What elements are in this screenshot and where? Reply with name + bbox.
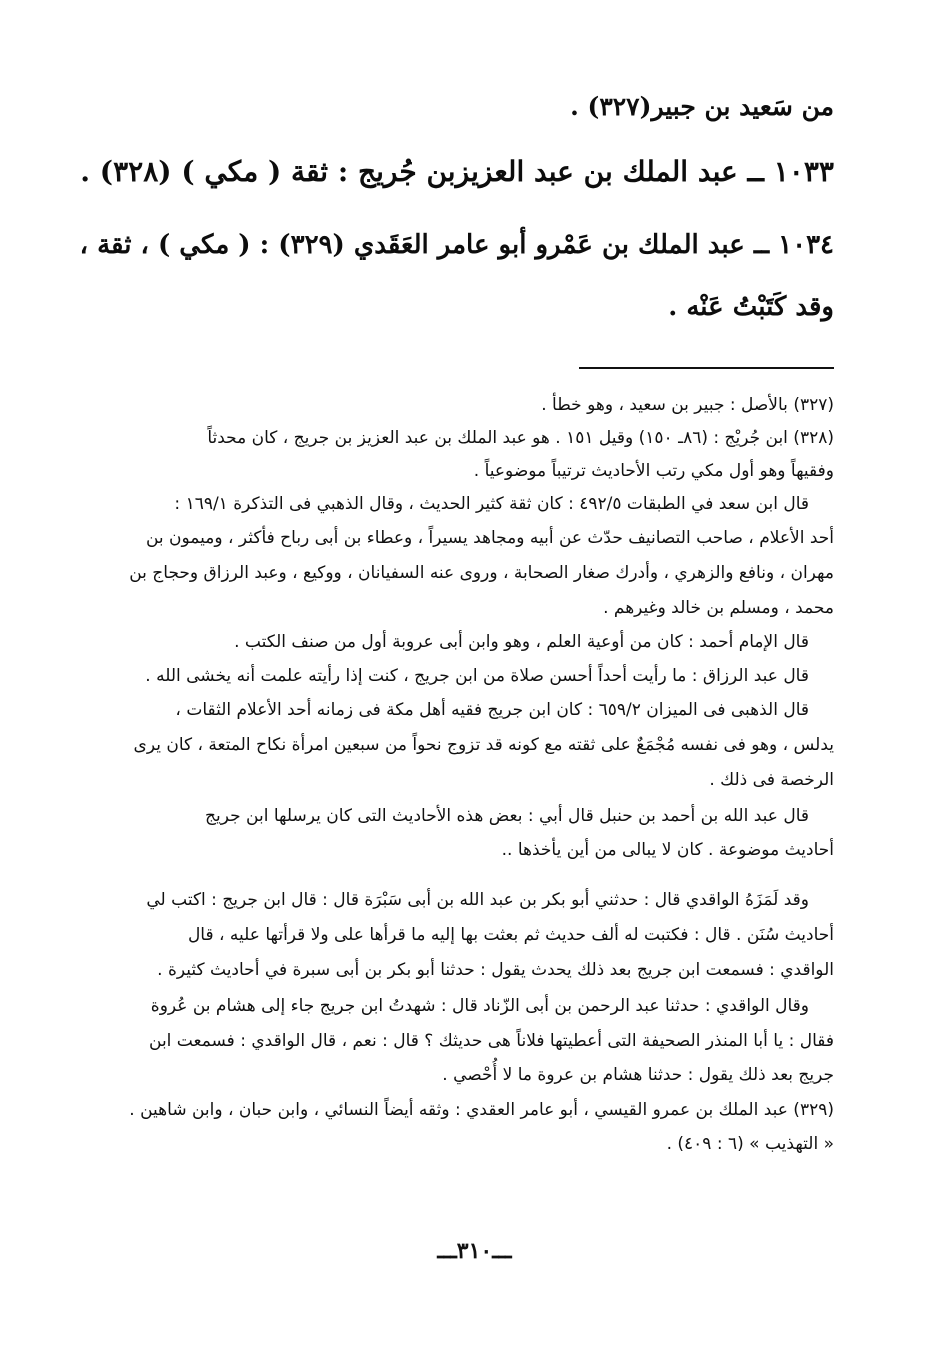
footnote-328-line: الرخصة فى ذلك .: [709, 770, 834, 790]
footnote-328-line: قال ابن سعد في الطبقات ٤٩٢/٥ : كان ثقة كثير الحديث ، وقال الذهبي فى التذكرة ١٦٩/١ :: [174, 494, 809, 514]
footnote-328-line: فقال : يا أبا المنذر الصحيفة التى أعطيتها فلاناً هى حديثك ؟ قال : نعم ، قال الواقدي : فسمعت ابن: [149, 1031, 834, 1051]
entry-1034-continuation: وقد كَتَبْتُ عَنْه .: [668, 292, 834, 322]
main-text-line-1: من سَعيد بن جبير(٣٢٧) .: [570, 92, 834, 121]
footnote-328-line: جريج بعد ذلك يقول : حدثنا هشام بن عروة ما لا أُحْصي .: [442, 1065, 834, 1085]
footnote-328-line: وقد لَمَزَهُ الواقدي قال : حدثني أبو بكر بن عبد الله بن أبى سَبْرَة قال : قال ابن جريج : اكتب لي: [146, 890, 809, 910]
entry-1033: ١٠٣٣ ــ عبد الملك بن عبد العزيزبن جُريج : ثقة ( مكي ) (٣٢٨) .: [80, 155, 834, 188]
footnote-328-line: محمد ، ومسلم بن خالد وغيرهم .: [603, 598, 834, 618]
footnote-328-line: وفقيهاً وهو أول مكي رتب الأحاديث ترتيباً موضوعياً .: [473, 461, 834, 481]
footnote-328-line: قال الإمام أحمد : كان من أوعية العلم ، وهو وابن أبى عروبة أول من صنف الكتب .: [234, 632, 809, 652]
footnote-328-line: قال الذهبى فى الميزان ٦٥٩/٢ : كان ابن جريج فقيه أهل مكة فى زمانه أحد الأعلام الثقات ،: [175, 700, 809, 720]
footnote-328-line: (٣٢٨) ابن جُريْج : (٨٦ـ ١٥٠) وقيل ١٥١ . هو عبد الملك بن عبد العزيز بن جريج ، كان محدثاً: [207, 428, 834, 448]
footnote-328-line: قال عبد الله بن أحمد بن حنبل قال أبي : بعض هذه الأحاديث التى كان يرسلها ابن جريج: [205, 806, 809, 826]
footnote-328-line: أحاديث موضوعة . كان لا يبالى من أين يأخذها ..: [501, 840, 834, 860]
entry-1034: ١٠٣٤ ــ عبد الملك بن عَمْرو أبو عامر العَقَدي (٣٢٩) : ( مكي ) ، ثقة ،: [79, 230, 834, 260]
footnote-328-line: الواقدي : فسمعت ابن جريج بعد ذلك يحدث يقول : حدثنا أبو بكر بن أبى سبرة في أحاديث كثيرة .: [157, 960, 834, 980]
footnote-328-line: مهران ، ونافع والزهري ، وأدرك صغار الصحابة ، وروى عنه السفيانان ، ووكيع ، وعبد الرزاق وحجاج بن: [129, 563, 834, 583]
footnote-329: (٣٢٩) عبد الملك بن عمرو القيسي ، أبو عامر العقدي : وثقه أيضاً النسائي ، وابن حبان ، وابن شاهين .: [129, 1100, 834, 1120]
footnote-329-reference: « التهذيب » (٦ : ٤٠٩) .: [666, 1134, 834, 1154]
footnote-328-line: وقال الواقدي : حدثنا عبد الرحمن بن أبى الزّناد قال : شهدتُ ابن جريج جاء إلى هشام بن عُروة: [150, 996, 809, 1016]
footnote-328-line: أحاديث سُنَن . قال : فكتبت له ألف حديث ثم بعثت بها إليه ما قرأها على ولا قرأتها عليه ، قال: [187, 925, 834, 945]
footnote-328-line: أحد الأعلام ، صاحب التصانيف حدّث عن أبيه ومجاهد يسيراً ، وعطاء بن أبى رباح فأكثر ، وميمون بن: [145, 528, 834, 548]
footnote-327: (٣٢٧) بالأصل : جبير بن سعيد ، وهو خطأ .: [541, 395, 834, 415]
footnote-divider: [579, 367, 834, 369]
page-number: ـــ٣١٠ـــ: [437, 1238, 512, 1264]
footnote-328-line: قال عبد الرزاق : ما رأيت أحداً أحسن صلاة من ابن جريج ، كنت إذا رأيته علمت أنه يخشى الله .: [145, 666, 809, 686]
footnote-328-line: يدلس ، وهو فى نفسه مُجْمَعٌ على ثقته مع كونه قد تزوج نحواً من سبعين امرأة نكاح المتعة ، كان يرى: [133, 735, 834, 755]
